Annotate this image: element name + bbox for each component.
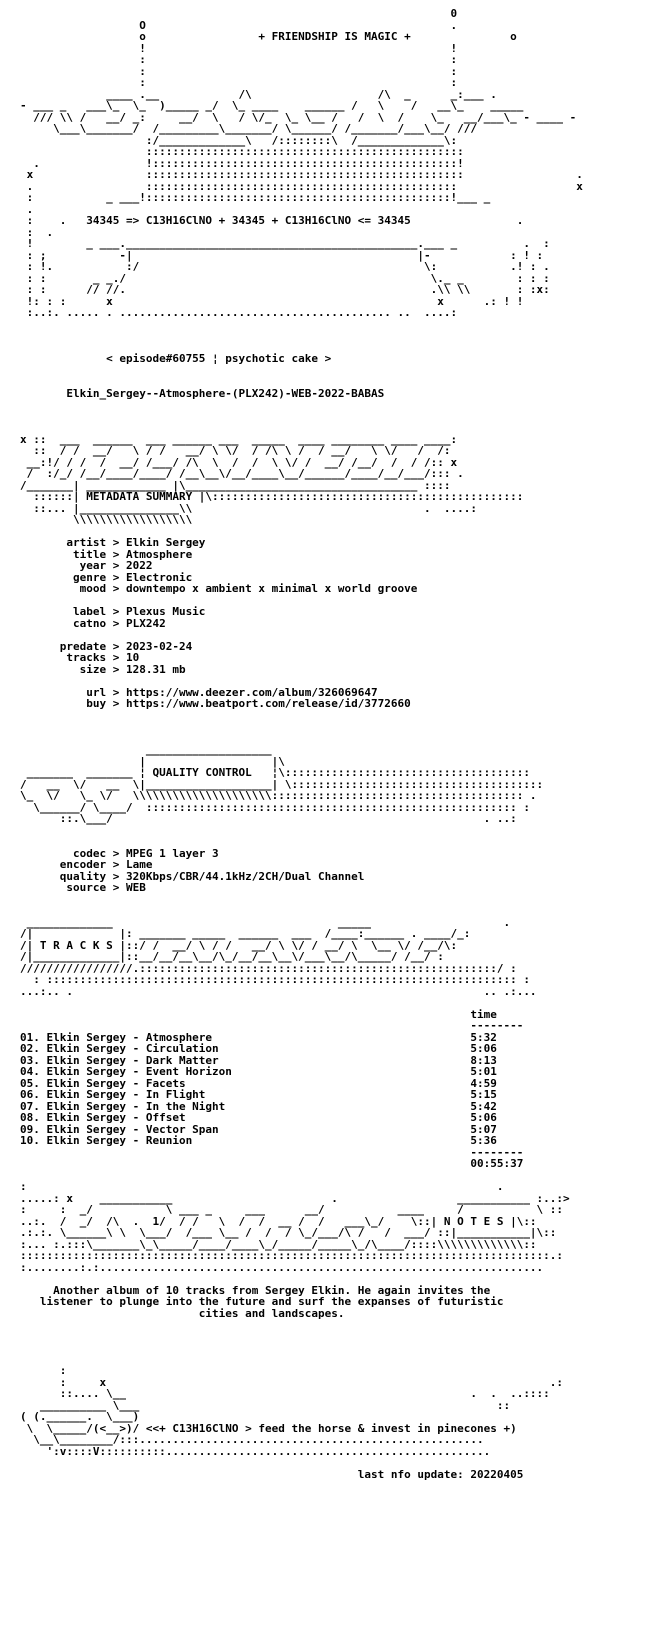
track-row: 02. Elkin Sergey - Circulation 5:06 bbox=[20, 1042, 497, 1055]
art-line: ::.... \__ . . ..:::: bbox=[20, 1387, 550, 1400]
art-line: / :/_/ /__/____/____/ /__\__\/__/____\__/______/____/__/___/::: . bbox=[20, 467, 464, 480]
art-line: .:.:. \______\ \ \___/ /___ \__ / / / \_/___/\ / / ___/ ::|___________|\:: bbox=[20, 1226, 557, 1239]
art-line: /| |: _______ _____ ______ ___ /____:______ . ____/_: bbox=[20, 927, 471, 940]
art-line: x :: ___ ______ ___ ______ ___ _____ ____ ________ ____ ____: bbox=[20, 432, 458, 446]
art-line: ! ! bbox=[20, 41, 458, 55]
art-line: : : // //. .\\ \\ : :x: bbox=[20, 283, 550, 296]
footer-update: last nfo update: 20220405 bbox=[20, 1467, 524, 1481]
art-line: O . bbox=[20, 18, 458, 32]
blank bbox=[20, 629, 583, 641]
blank bbox=[20, 319, 583, 331]
art-line: \\\\\\\\\\\\\\\\\\ bbox=[20, 513, 193, 526]
blank bbox=[20, 365, 583, 377]
metadata-size: size > 128.31 mb bbox=[20, 662, 186, 676]
blank bbox=[20, 825, 583, 837]
blank bbox=[20, 894, 583, 906]
formula-line: : . 34345 => C13H16ClNO + 34345 + C13H16ClNO <= 34345 . bbox=[20, 214, 524, 227]
metadata-title: title > Atmosphere bbox=[20, 547, 193, 561]
art-line: : x .: bbox=[20, 1375, 564, 1389]
art-line: : : bbox=[20, 53, 458, 66]
art-line: - ___ _ ___\_ \_ )_____ _/ \_ ____ ______ / \ / __\_ _____ bbox=[20, 99, 524, 112]
art-line: ____ .__ /\ /\ _ _:___ . bbox=[20, 87, 497, 101]
art-line: ( (.______. \___) bbox=[20, 1410, 140, 1423]
blank bbox=[20, 1331, 583, 1343]
art-line: : bbox=[20, 1364, 67, 1377]
blank bbox=[20, 997, 583, 1009]
blank bbox=[20, 1319, 583, 1331]
art-line: : : bbox=[20, 64, 458, 78]
slogan-line: o + FRIENDSHIP IS MAGIC + o bbox=[20, 30, 517, 43]
art-line: 0 bbox=[20, 7, 458, 20]
art-line: __________ \___ :: bbox=[20, 1398, 511, 1412]
track-row: 03. Elkin Sergey - Dark Matter 8:13 bbox=[20, 1053, 497, 1067]
blank bbox=[20, 399, 583, 411]
track-row: 10. Elkin Sergey - Reunion 5:36 bbox=[20, 1134, 497, 1147]
art-line: : : _ _./ \._ _ : : : bbox=[20, 271, 550, 285]
section-title-quality: _______ _______ ¦ QUALITY CONTROL ¦\::::::::::::::::::::::::::::::::::::: bbox=[20, 766, 530, 779]
art-line: :..:. ..... . ......................................... .. ....: bbox=[20, 306, 458, 319]
art-line: : . bbox=[20, 1180, 504, 1193]
art-line: ::::::::::::::::::::::::::::::::::::::::::::::::::::::::::::::::::::::::::::::::.: bbox=[20, 1249, 564, 1262]
track-row: 07. Elkin Sergey - In the Night 5:42 bbox=[20, 1099, 497, 1113]
blank bbox=[20, 1273, 583, 1285]
art-line: _____________ _____ . bbox=[20, 915, 511, 929]
art-line: : . bbox=[20, 225, 54, 239]
art-line: /|_____________|::__/__/__\__/\_/__/__\__\/___\__/\_____/ /__/ : bbox=[20, 950, 444, 963]
track-row: 09. Elkin Sergey - Vector Span 5:07 bbox=[20, 1122, 497, 1136]
footer-slogan: \ \_____/(<__>)/ <<+ C13H16ClNO > feed the horse & invest in pinecones +) bbox=[20, 1421, 517, 1435]
notes-line: listener to plunge into the future and surf the expanses of futuristic bbox=[20, 1295, 504, 1308]
art-line: ! _ ___.____________________________________________.___ _ . : bbox=[20, 237, 550, 250]
art-line: :: / / __/ \ / / __/ \ \/ / /\ \ / / __/ \ \/ / /: bbox=[20, 444, 451, 457]
blank bbox=[20, 376, 583, 388]
art-line: : ::::::::::::::::::::::::::::::::::::::::::::::::::::::::::::::::::::::: : bbox=[20, 973, 530, 986]
episode-line: < episode#60755 ¦ psychotic cake > bbox=[20, 352, 332, 365]
art-line: !: : : x x .: ! ! bbox=[20, 294, 524, 308]
blank bbox=[20, 721, 583, 733]
art-line: -------- bbox=[20, 1019, 524, 1032]
art-line: :........:.:................................................................... bbox=[20, 1260, 544, 1274]
art-line: ...:.. . .. .:... bbox=[20, 984, 537, 998]
metadata-predate: predate > 2023-02-24 bbox=[20, 639, 193, 653]
quality-codec: codec > MPEG 1 layer 3 bbox=[20, 846, 219, 860]
art-line: ::.\___/ . ..: bbox=[20, 812, 517, 825]
metadata-url: url > https://www.deezer.com/album/326069647 bbox=[20, 685, 378, 699]
art-line: x :::::::::::::::::::::::::::::::::::::::::::::::: . bbox=[20, 168, 583, 181]
blank bbox=[20, 1342, 583, 1354]
blank bbox=[20, 1457, 583, 1469]
quality-encoder: encoder > Lame bbox=[20, 858, 153, 871]
blank bbox=[20, 710, 583, 722]
art-line: .....: x ___________ . ___________ :..:> bbox=[20, 1191, 570, 1205]
art-line: \_ \/ \_ \/ \\\\\\\\\\\\\\\\\\\\\:::::::::::::::::::::::::::::::::::::: . bbox=[20, 789, 537, 802]
notes-line: Another album of 10 tracks from Sergey Elkin. He again invites the bbox=[20, 1283, 491, 1297]
art-line: \__\________/:::.................................................... bbox=[20, 1433, 484, 1446]
art-line: \___\_______/ /_________\_______/ \______/ /_______/___\__/ /// bbox=[20, 122, 477, 135]
notes-line: cities and landscapes. bbox=[20, 1306, 345, 1320]
time-header: time bbox=[20, 1007, 497, 1021]
track-row: 08. Elkin Sergey - Offset 5:06 bbox=[20, 1111, 497, 1124]
metadata-tracks: tracks > 10 bbox=[20, 651, 140, 664]
quality-source: source > WEB bbox=[20, 881, 146, 894]
tracklist-total: 00:55:37 bbox=[20, 1157, 524, 1170]
section-title-notes: ..:. / _/ /\ . 1/ / / \ / / __ / / ___\_/ \::| N O T E S |\:: bbox=[20, 1214, 537, 1228]
metadata-buy: buy > https://www.beatport.com/release/id/3772660 bbox=[20, 697, 411, 710]
art-line: | |\ bbox=[20, 754, 285, 768]
art-line: ':v::::V::::::::::................................................. bbox=[20, 1444, 491, 1458]
art-line: :... :.:::\_______\_\_____/____/____\_/_____/_____\_/\____/::::\\\\\\\\\\\\\:: bbox=[20, 1237, 537, 1251]
metadata-genre: genre > Electronic bbox=[20, 570, 193, 584]
art-line: :::::::::::::::::::::::::::::::::::::::::::::::: bbox=[20, 145, 464, 158]
track-row: 05. Elkin Sergey - Facets 4:59 bbox=[20, 1076, 497, 1090]
release-name: Elkin_Sergey--Atmosphere-(PLX242)-WEB-2022-BABAS bbox=[20, 386, 385, 400]
art-line: /// \\ / __/ _: __/ \ / \/_ \_ \__ / / \ / \_ __/___\_ - ____ - bbox=[20, 110, 577, 124]
metadata-catno: catno > PLX242 bbox=[20, 616, 166, 630]
blank bbox=[20, 836, 583, 848]
art-line: : : bbox=[20, 76, 458, 89]
metadata-year: year > 2022 bbox=[20, 559, 153, 572]
metadata-mood: mood > downtempo x ambient x minimal x world groove bbox=[20, 582, 418, 595]
metadata-label: label > Plexus Music bbox=[20, 605, 206, 618]
track-row: 06. Elkin Sergey - In Flight 5:15 bbox=[20, 1088, 497, 1101]
art-line: : : _/ \ ___ _ ___ __/ ____ / \ :: bbox=[20, 1203, 564, 1216]
blank bbox=[20, 330, 583, 342]
blank bbox=[20, 905, 583, 917]
section-title-metadata: ::::::| METADATA SUMMARY |\::::::::::::::::::::::::::::::::::::::::::::::: bbox=[20, 490, 524, 503]
blank bbox=[20, 1354, 583, 1366]
art-line: ::... |_______________\\ . ....: bbox=[20, 501, 477, 515]
art-line: /_______| ____________ |\___________________________________ :::: bbox=[20, 478, 451, 492]
art-line: . ::::::::::::::::::::::::::::::::::::::::::::::: x bbox=[20, 179, 583, 193]
art-line: -------- bbox=[20, 1145, 524, 1159]
art-line: : _ ___!::::::::::::::::::::::::::::::::::::::::::::::!___ _ bbox=[20, 191, 491, 204]
art-line: /////////////////.::::::::::::::::::::::::::::::::::::::::::::::::::::::/ : bbox=[20, 961, 517, 975]
track-row: 01. Elkin Sergey - Atmosphere 5:32 bbox=[20, 1030, 497, 1044]
art-line: / __ \/ __ \|___________________| \:::::::::::::::::::::::::::::::::::::: bbox=[20, 777, 544, 791]
art-line: : !. :/ \: .! : . bbox=[20, 260, 550, 273]
blank bbox=[20, 422, 583, 434]
nfo-document bbox=[20, 8, 583, 1480]
art-line: : ; -| |- : ! : bbox=[20, 248, 544, 262]
art-line: \______/ \____/ :::::::::::::::::::::::::::::::::::::::::::::::::::::::: : bbox=[20, 800, 530, 814]
art-line: __:!/ / / / __/ /___/ /\ \ / / \ \/ / __/ /__/ / / /:: x bbox=[20, 455, 458, 469]
metadata-artist: artist > Elkin Sergey bbox=[20, 536, 206, 549]
section-title-tracks: /| T R A C K S |::/ / __/ \ / / __/ \ \/ / __/ \ \__ \/ /__/\: bbox=[20, 938, 458, 952]
art-line: :/_____________\ /::::::::\ /_____________\: bbox=[20, 133, 458, 147]
art-line: . bbox=[20, 202, 34, 216]
art-line: ___________________ bbox=[20, 743, 272, 756]
track-row: 04. Elkin Sergey - Event Horizon 5:01 bbox=[20, 1065, 497, 1078]
quality-quality: quality > 320Kbps/CBR/44.1kHz/2CH/Dual Channel bbox=[20, 869, 365, 883]
art-line: . !::::::::::::::::::::::::::::::::::::::::::::::! bbox=[20, 156, 464, 170]
blank bbox=[20, 411, 583, 423]
blank bbox=[20, 675, 583, 687]
